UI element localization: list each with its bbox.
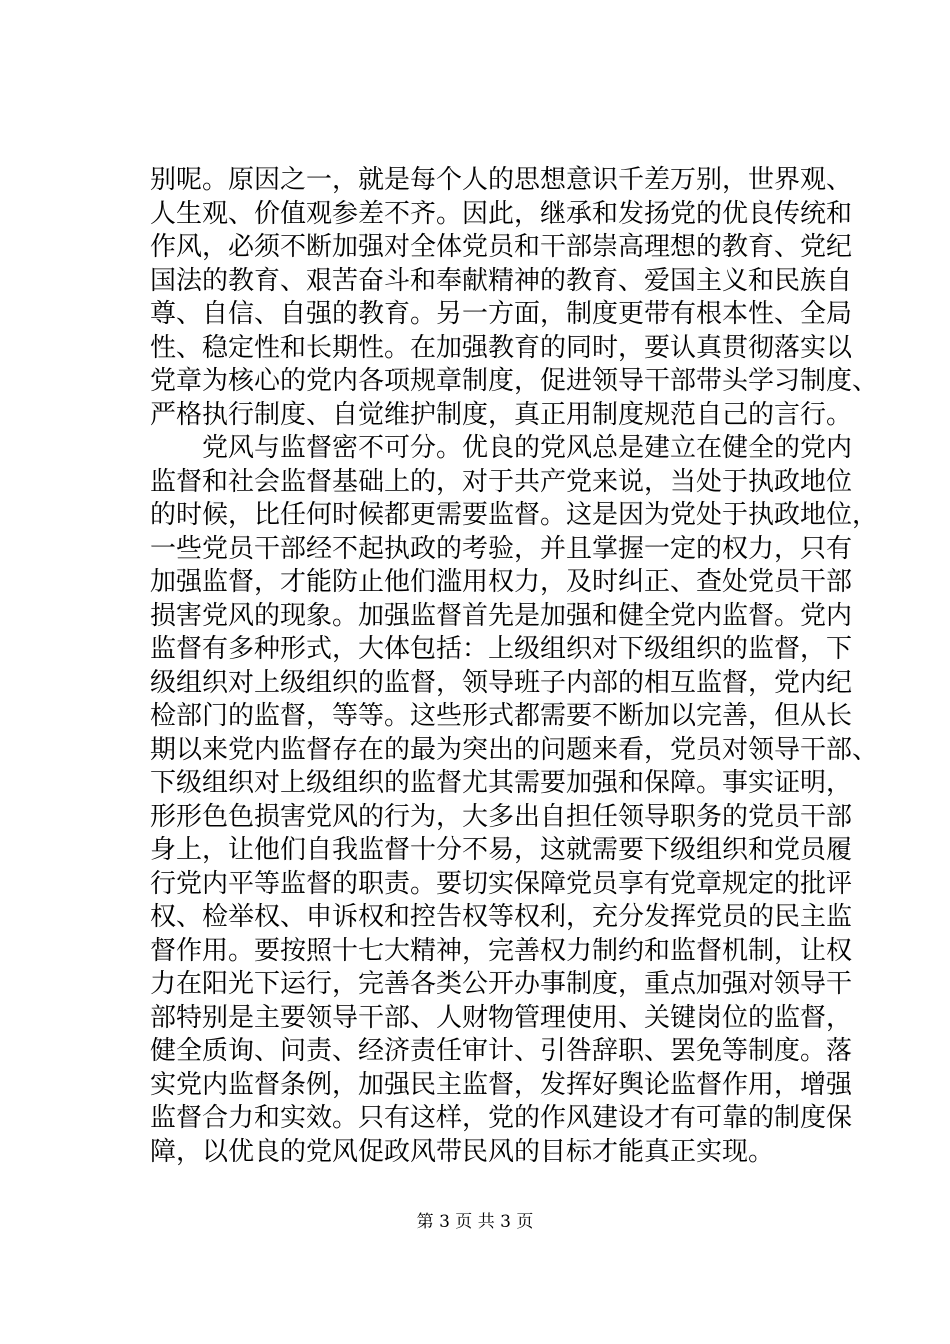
text-line: 实党内监督条例，加强民主监督，发挥好舆论监督作用，增强 xyxy=(150,1069,853,1100)
text-line: 形形色色损害党风的行为，大多出自担任领导职务的党员干部 xyxy=(150,801,853,832)
text-line: 检部门的监督，等等。这些形式都需要不断加以完善，但从长 xyxy=(150,701,853,731)
text-line: 下级组织对上级组织的监督尤其需要加强和保障。事实证明， xyxy=(150,768,853,798)
text-line: 别呢。原因之一，就是每个人的思想意识千差万别，世界观、 xyxy=(150,165,853,195)
text-line: 作风，必须不断加强对全体党员和干部崇高理想的教育、党纪 xyxy=(150,232,853,262)
text-line: 健全质询、问责、经济责任审计、引咎辞职、罢免等制度。落 xyxy=(150,1036,853,1066)
text-line: 党章为核心的党内各项规章制度，促进领导干部带头学习制度、 xyxy=(150,366,879,396)
text-line: 严格执行制度、自觉维护制度，真正用制度规范自己的言行。 xyxy=(150,399,853,430)
page-number-label: 第 3 页 共 3 页 xyxy=(416,1212,534,1232)
text-line: 权、检举权、申诉权和控告权等权利，充分发挥党员的民主监 xyxy=(150,902,853,932)
text-line: 性、稳定性和长期性。在加强教育的同时，要认真贯彻落实以 xyxy=(150,332,853,363)
body-text xyxy=(150,164,879,1169)
text-line: 监督和社会监督基础上的，对于共产党来说，当处于执政地位 xyxy=(150,466,853,497)
text-line: 一些党员干部经不起执政的考验，并且掌握一定的权力，只有 xyxy=(150,533,853,564)
text-line: 监督合力和实效。只有这样，党的作风建设才有可靠的制度保 xyxy=(150,1103,853,1133)
text-line: 的时候，比任何时候都更需要监督。这是因为党处于执政地位， xyxy=(150,500,879,530)
text-line: 加强监督，才能防止他们滥用权力，及时纠正、查处党员干部 xyxy=(150,567,853,597)
text-line: 障，以优良的党风促政风带民风的目标才能真正实现。 xyxy=(150,1136,775,1167)
text-line: 督作用。要按照十七大精神，完善权力制约和监督机制，让权 xyxy=(150,935,853,966)
text-line: 人生观、价值观参差不齐。因此，继承和发扬党的优良传统和 xyxy=(150,198,853,229)
text-line: 期以来党内监督存在的最为突出的问题来看，党员对领导干部、 xyxy=(150,734,879,765)
text-line: 级组织对上级组织的监督，领导班子内部的相互监督，党内纪 xyxy=(150,667,853,698)
text-line: 行党内平等监督的职责。要切实保障党员享有党章规定的批评 xyxy=(150,868,853,899)
text-line: 尊、自信、自强的教育。另一方面，制度更带有根本性、全局 xyxy=(150,299,853,329)
page-footer xyxy=(0,1210,950,1234)
text-line: 部特别是主要领导干部、人财物管理使用、关键岗位的监督， xyxy=(150,1002,853,1033)
text-line: 监督有多种形式，大体包括：上级组织对下级组织的监督，下 xyxy=(150,634,853,664)
text-line: 损害党风的现象。加强监督首先是加强和健全党内监督。党内 xyxy=(150,600,853,631)
text-line: 力在阳光下运行，完善各类公开办事制度，重点加强对领导干 xyxy=(150,969,853,999)
text-line: 身上，让他们自我监督十分不易，这就需要下级组织和党员履 xyxy=(150,835,853,865)
paragraph-start-line: 党风与监督密不可分。优良的党风总是建立在健全的党内 xyxy=(150,433,853,463)
text-line: 国法的教育、艰苦奋斗和奉献精神的教育、爱国主义和民族自 xyxy=(150,265,853,296)
